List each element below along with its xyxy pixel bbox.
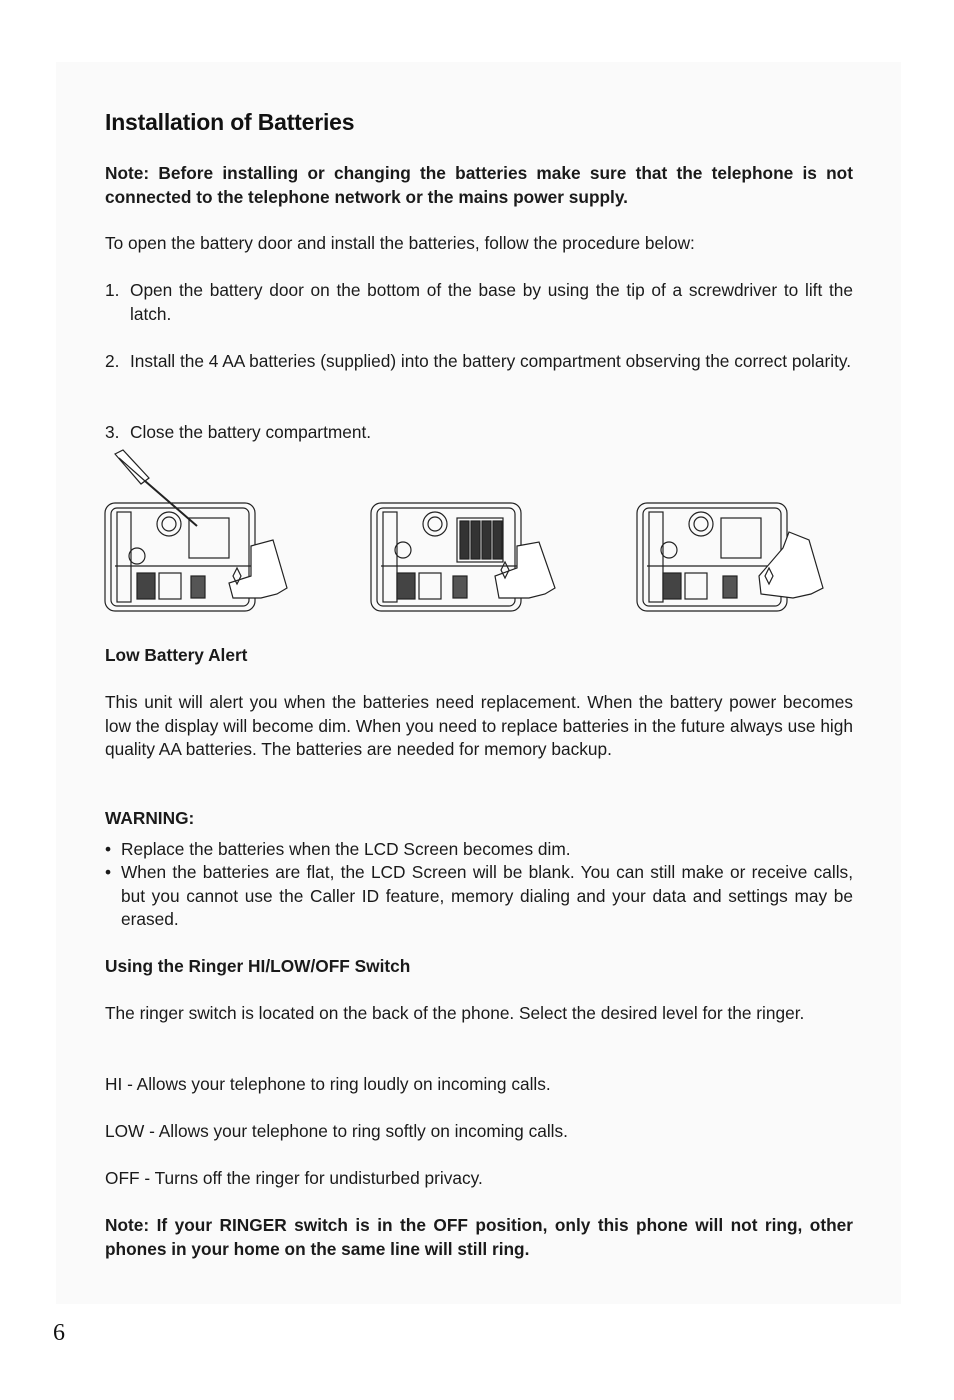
warning-bullet-2: • When the batteries are flat, the LCD Screen will be blank. You can still make or receive calls, but you cannot use the Caller ID feature, memory dialing and your data and settings may be erased. [105,862,853,929]
ringer-heading: Using the Ringer HI/LOW/OFF Switch [105,956,411,976]
door-closing-figure [633,448,833,618]
low-battery-heading: Low Battery Alert [105,645,248,665]
low-battery-text: This unit will alert you when the batteries need replacement. When the battery power becomes low the display will become dim. When you need to replace batteries in the future always use high quality AA batteries. The batteries are needed for memory backup. [105,692,853,759]
ringer-hi: HI - Allows your telephone to ring loudly on incoming calls. [105,1074,551,1094]
note-before-installing: Note: Before installing or changing the batteries make sure that the telephone is not connected to the telephone network or the mains power supply. [105,163,853,207]
step-3: 3. Close the battery compartment. [105,422,372,442]
step-1: 1. Open the battery door on the bottom of the base by using the tip of a screwdriver to lift the latch. [105,280,853,324]
page-title: Installation of Batteries [105,109,355,135]
page-number: 6 [53,1320,65,1346]
intro-text: To open the battery door and install the batteries, follow the procedure below: [105,233,695,253]
step-2: 2. Install the 4 AA batteries (supplied) into the battery compartment observing the correct polarity. [105,351,852,371]
battery-illustrations [105,448,853,618]
ringer-text: The ringer switch is located on the back of the phone. Select the desired level for the ringer. [105,1003,805,1023]
warning-bullet-1: • Replace the batteries when the LCD Screen becomes dim. [105,839,571,859]
warning-heading: WARNING: [105,808,195,828]
ringer-low: LOW - Allows your telephone to ring softly on incoming calls. [105,1121,568,1141]
screwdriver-open-door-figure [101,448,301,618]
ringer-off: OFF - Turns off the ringer for undisturbed privacy. [105,1168,483,1188]
batteries-installed-figure [367,448,567,618]
ringer-note: Note: If your RINGER switch is in the OFF position, only this phone will not ring, other phones in your home on the same line will still ring. [105,1215,853,1259]
